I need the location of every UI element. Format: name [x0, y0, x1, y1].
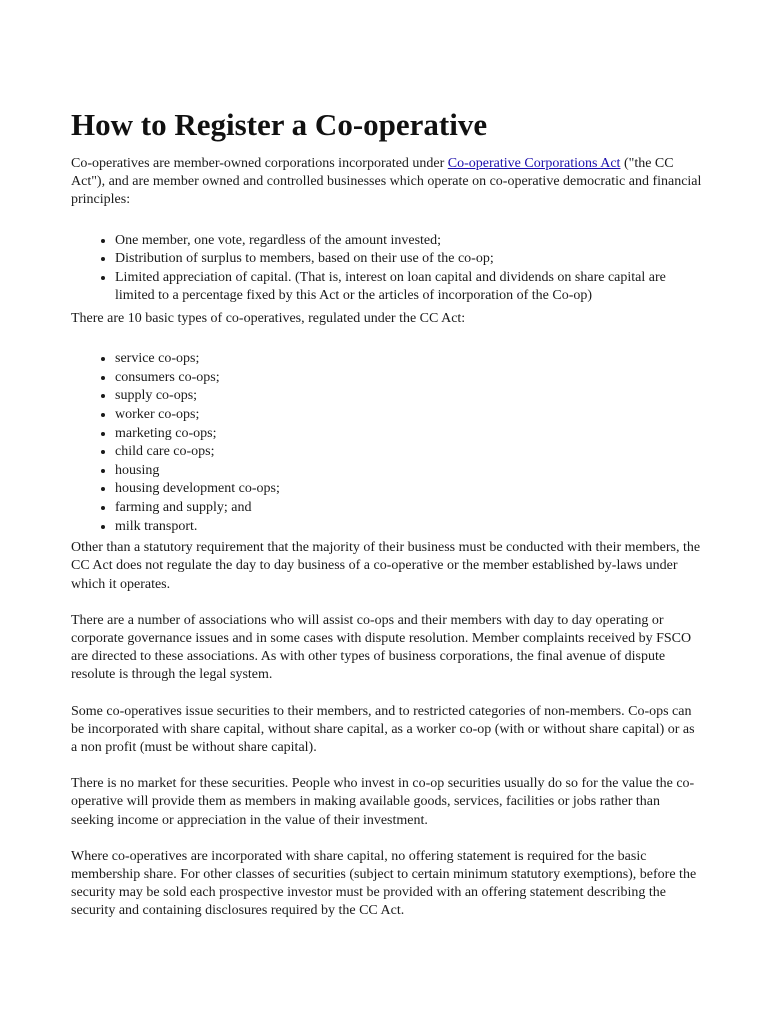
body-paragraph: Where co-operatives are incorporated with share capital, no offering statement is required for the basic membership share. For other classes of securities (subject to certain minimum statutory exemptions), before the security may be sold each prospective investor must be provided with an offering statement describing the security and containing disclosures required by the CC Act. — [71, 848, 697, 919]
intro-text-after: ("the CC Act"), and are member owned and controlled businesses which operate on co-operative democratic and financial principles: — [71, 156, 702, 208]
list-item: • Limited appreciation of capital. (That is, interest on loan capital and dividends on share capital are limited to a percentage fixed by this Act or the articles of incorporation of the Co-op) — [115, 269, 703, 306]
list-item: • Distribution of surplus to members, based on their use of the co-op; — [115, 250, 703, 269]
page-title: How to Register a Co-operative — [71, 107, 488, 142]
list-item: • child care co-ops; — [115, 443, 703, 462]
list-item: • marketing co-ops; — [115, 425, 703, 444]
list-item: • worker co-ops; — [115, 406, 703, 425]
principles-list — [71, 232, 703, 306]
list-item: • consumers co-ops; — [115, 369, 703, 388]
list-item: • housing development co-ops; — [115, 480, 703, 499]
body-paragraph: There are a number of associations who will assist co-ops and their members with day to day operating or corporate governance issues and in some cases with dispute resolution. Member complaints received by FSCO are directed to these associations. As with other types of business corporations, the final avenue of dispute resolute is through the legal system. — [71, 612, 692, 683]
list-item: • farming and supply; and — [115, 499, 703, 518]
list-item: • supply co-ops; — [115, 387, 703, 406]
document-page — [71, 106, 703, 921]
body-paragraph: Some co-operatives issue securities to their members, and to restricted categories of non-members. Co-ops can be incorporated with share capital, without share capital, as a worker co-op (with or without share capital) or as a non profit (must be without share capital). — [71, 703, 695, 755]
body-paragraph: Other than a statutory requirement that the majority of their business must be conducted with their members, the CC Act does not regulate the day to day business of a co-operative or the member established by-laws under which it operates. — [71, 540, 701, 592]
types-intro: There are 10 basic types of co-operatives, regulated under the CC Act: — [71, 310, 466, 326]
list-item: • milk transport. — [115, 518, 703, 537]
intro-paragraph — [71, 155, 703, 210]
list-item: • housing — [115, 462, 703, 481]
list-item: • One member, one vote, regardless of the amount invested; — [115, 232, 703, 251]
intro-text-before: Co-operatives are member-owned corporations incorporated under — [71, 156, 448, 171]
coop-types-list — [71, 350, 703, 536]
cc-act-link[interactable]: Co-operative Corporations Act — [447, 156, 621, 171]
body-paragraph: There is no market for these securities. People who invest in co-op securities usually do so for the value the co-operative will provide them as members in making available goods, services, facilities or jobs rather than seeking income or appreciation in the value of their investment. — [71, 776, 695, 828]
list-item: • service co-ops; — [115, 350, 703, 369]
